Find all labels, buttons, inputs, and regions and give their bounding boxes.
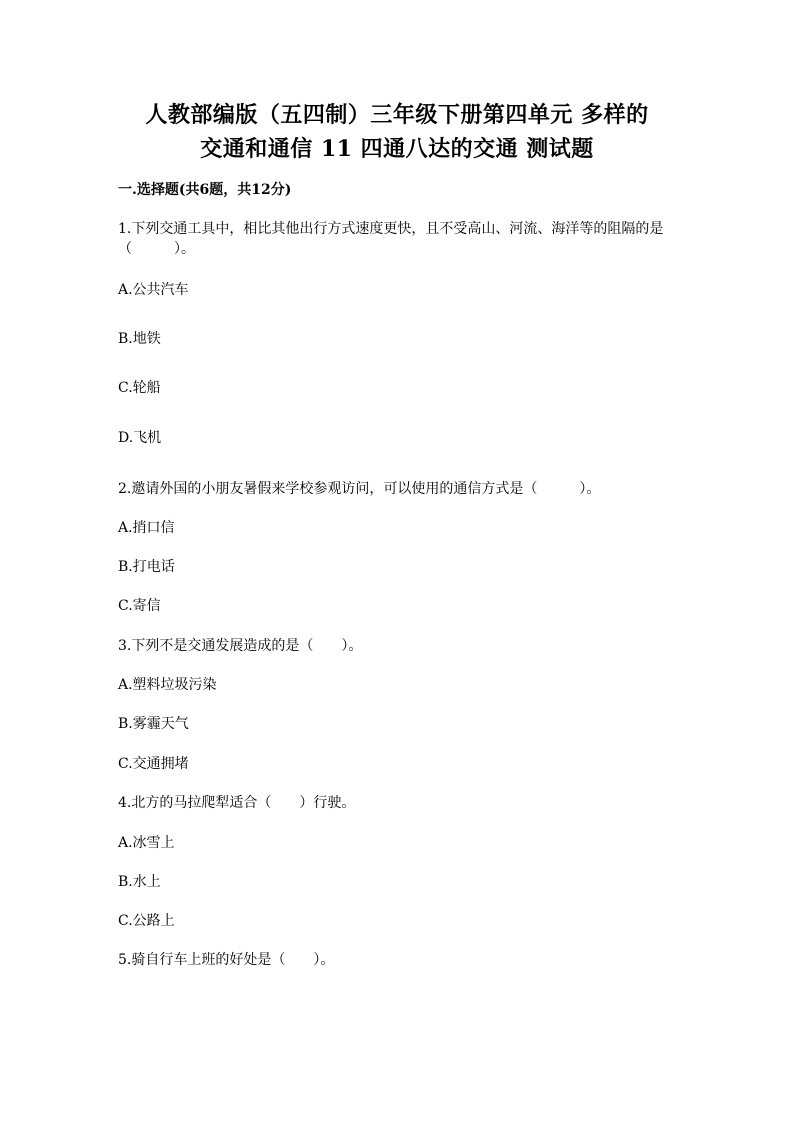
- question-4-option-c: C.公路上: [118, 913, 175, 929]
- question-3-option-b: B.雾霾天气: [118, 716, 189, 732]
- question-3-stem: 3.下列不是交通发展造成的是（ ）。: [118, 638, 363, 654]
- document-title-line-1: 人教部编版（五四制）三年级下册第四单元 多样的: [145, 102, 649, 128]
- question-1-option-d: D.飞机: [118, 430, 162, 446]
- question-4-option-a: A.冰雪上: [118, 835, 175, 851]
- question-2-stem: 2.邀请外国的小朋友暑假来学校参观访问，可以使用的通信方式是（ ）。: [118, 481, 601, 497]
- question-2-option-c: C.寄信: [118, 598, 161, 614]
- question-2-option-a: A.捎口信: [118, 520, 175, 536]
- question-2-option-b: B.打电话: [118, 559, 175, 575]
- question-4-option-b: B.水上: [118, 874, 161, 890]
- document-title-line-2: 交通和通信 11 四通八达的交通 测试题: [200, 136, 594, 162]
- question-3-option-c: C.交通拥堵: [118, 756, 189, 772]
- question-5-stem: 5.骑自行车上班的好处是（ ）。: [118, 952, 335, 968]
- question-1-option-a: A.公共汽车: [118, 282, 189, 298]
- question-1-stem: 1.下列交通工具中，相比其他出行方式速度更快，且不受高山、河流、海洋等的阻隔的是（ ）。: [118, 221, 664, 257]
- question-1-option-c: C.轮船: [118, 380, 161, 396]
- section-heading: 一.选择题(共6题，共12分): [118, 182, 292, 198]
- question-4-stem: 4.北方的马拉爬犁适合（ ）行驶。: [118, 795, 356, 811]
- question-3-option-a: A.塑料垃圾污染: [118, 677, 217, 693]
- question-1-option-b: B.地铁: [118, 331, 161, 347]
